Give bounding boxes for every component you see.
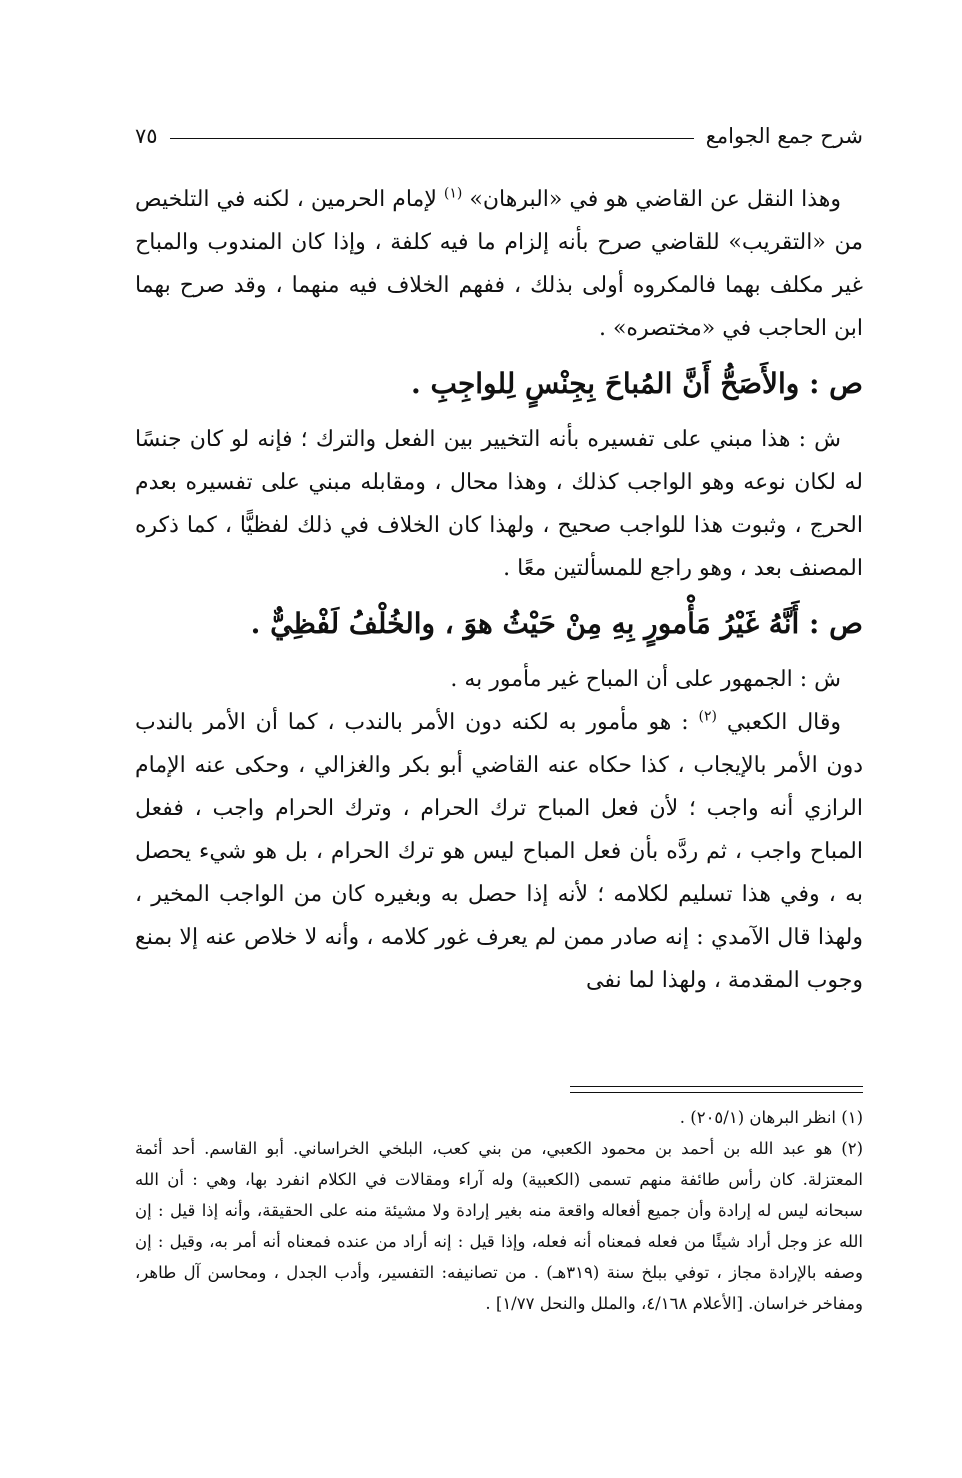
footnote-separator — [570, 1086, 863, 1093]
paragraph-4-rest: : هو مأمور به لكنه دون الأمر بالندب ، كما أن الأمر بالندب دون الأمر بالإيجاب ، كذا حكاه عنه القاضي أبو بكر والغزالي ، وحكى عنه الإمام الرازي أنه واجب ؛ لأن فعل المباح ترك الحرام ، وترك الحرام واجب ، ففعل المباح واجب ، ثم ردَّه بأن فعل المباح ليس هو ترك الحرام ، بل هو شيء يحصل به ، وفي هذا تسليم لكلامه ؛ لأنه إذا حصل به وبغيره كان من الواجب المخير ، ولهذا قال الآمدي : إنه صادر ممن لم يعرف غور كلامه ، وأنه لا خلاص عنه إلا بمنع وجوب المقدمة ، ولهذا لما نفى — [135, 710, 863, 993]
paragraph-2: ش : هذا مبني على تفسيره بأنه التخيير بين الفعل والترك ؛ فإنه لو كان جنسًا له لكان نوعه وهو الواجب كذلك ، وهذا محال ، ومقابله مبني على تفسيره بعدم الحرج ، وثبوت هذا للواجب صحيح ، ولهذا كان الخلاف في ذلك لفظيًّا ، كما ذكره المصنف بعد ، وهو راجع للمسألتين معًا . — [135, 427, 863, 581]
header-rule — [170, 138, 694, 139]
paragraph-1-text: وهذا النقل عن القاضي هو في «البرهان» — [469, 187, 842, 212]
footnotes — [135, 1102, 863, 1319]
footnote-1: (١) انظر البرهان (٢٠٥/١) . — [679, 1108, 863, 1127]
main-text — [135, 178, 863, 1002]
header-title: شرح جمع الجوامع — [705, 124, 863, 148]
paragraph-4-text: وقال الكعبي — [726, 710, 842, 735]
running-header — [135, 118, 863, 154]
matn-line-2: ص : أَنَّهُ غَيْرُ مَأْمورٍ بِهِ مِنْ حَيْثُ هوَ ، والخُلْفُ لَفْظِيٌّ . — [250, 607, 863, 640]
footnote-ref-2[interactable]: (٢) — [698, 708, 717, 725]
matn-line-1: ص : والأَصَحُّ أَنَّ المُباحَ بِجِنْسٍ لِلواجِبِ . — [410, 367, 863, 400]
paragraph-4 — [135, 701, 863, 1002]
footnote-2: (٢) هو عبد الله بن أحمد بن محمود الكعبي، من بني كعب، البلخي الخراساني. أبو القاسم. أحد أئمة المعتزلة. كان رأس طائفة منهم تسمى (الكعبية) وله آراء ومقالات في الكلام انفرد بها، وهي : أن الله سبحانه ليس له إرادة وأن جميع أفعاله واقعة منه بغير إرادة ولا مشيئة منه على الحقيقة، وأنه إذا قيل : إن الله عز وجل أراد شيئًا من فعله فمعناه أنه فعله، وإذا قيل : إنه أراد من عنده فمعناه أنه أمر به، وقيل : إن وصفه بالإرادة مجاز ، توفي ببلخ سنة (٣١٩هـ) . من تصانيفه: التفسير، وأدب الجدل ، ومحاسن آل طاهر، ومفاخر خراسان. [الأعلام ٤/١٦٨، والملل والنحل ١/٧٧] . — [135, 1139, 863, 1313]
footnote-ref-1[interactable]: (١) — [443, 185, 463, 202]
paragraph-1-rest: لإمام الحرمين ، لكنه في التلخيص من «التقريب» للقاضي صرح بأنه إلزام ما فيه كلفة ، وإذا كان المندوب والمباح غير مكلف بهما فالمكروه أولى بذلك ، ففهم الخلاف فيه منهما ، وقد صرح بهما ابن الحاجب في «مختصره» . — [135, 187, 863, 341]
page-number: ٧٥ — [135, 124, 158, 148]
paragraph-3: ش : الجمهور على أن المباح غير مأمور به . — [450, 667, 841, 692]
paragraph-1 — [135, 178, 863, 350]
